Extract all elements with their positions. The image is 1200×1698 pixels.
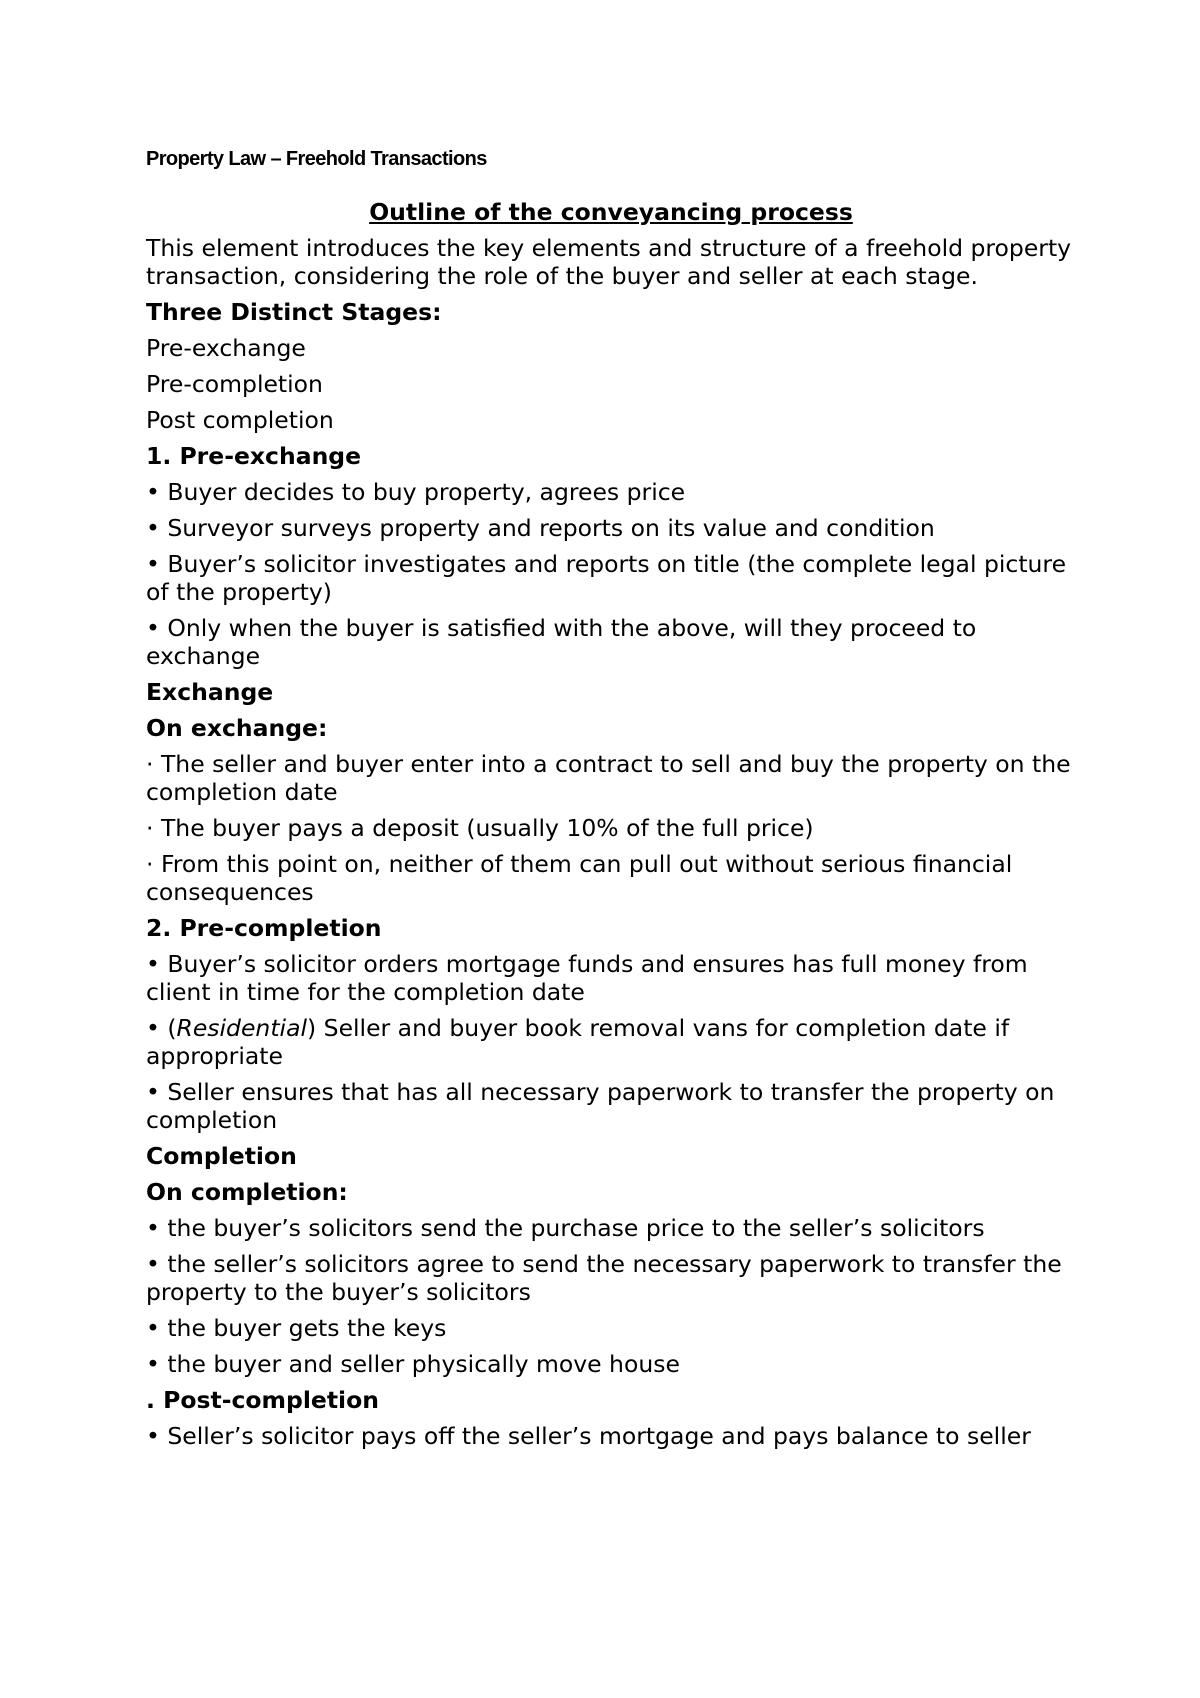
document-content [146, 146, 1076, 1458]
exchange-subheading: On exchange: [146, 714, 328, 742]
stage-item: Pre-completion [146, 370, 323, 398]
completion-subheading: On completion: [146, 1178, 348, 1206]
exchange-heading: Exchange [146, 678, 274, 706]
list-item: • Buyer decides to buy property, agrees price [146, 478, 686, 506]
list-item: • Surveyor surveys property and reports on its value and condition [146, 514, 935, 542]
list-item: • Buyer’s solicitor orders mortgage funds and ensures has full money from client in time for the completion date [146, 950, 1028, 1006]
list-item: • the seller’s solicitors agree to send the necessary paperwork to transfer the property to the buyer’s solicitors [146, 1250, 1062, 1306]
post-completion-heading: . Post-completion [146, 1386, 379, 1414]
list-item-prefix: • ( [146, 1014, 177, 1042]
list-item: • the buyer gets the keys [146, 1314, 447, 1342]
list-item: · From this point on, neither of them can pull out without serious financial consequences [146, 850, 1013, 906]
list-item: · The buyer pays a deposit (usually 10% of the full price) [146, 814, 814, 842]
intro-paragraph: This element introduces the key elements and structure of a freehold property transaction, considering the role of the buyer and seller at each stage. [146, 234, 1072, 290]
list-item: • the buyer and seller physically move house [146, 1350, 680, 1378]
list-item-suffix: ) Seller and buyer book removal vans for completion date if appropriate [146, 1014, 1010, 1070]
document-header: Property Law – Freehold Transactions [146, 148, 487, 170]
list-item: · The seller and buyer enter into a contract to sell and buy the property on the completion date [146, 750, 1071, 806]
pre-exchange-heading: 1. Pre-exchange [146, 442, 362, 470]
residential-emphasis: Residential [176, 1014, 308, 1042]
stages-heading: Three Distinct Stages: [146, 298, 442, 326]
completion-list [146, 1214, 1076, 1378]
list-item: • Seller ensures that has all necessary paperwork to transfer the property on completion [146, 1078, 1055, 1134]
pre-completion-list [146, 950, 1076, 1134]
pre-exchange-list [146, 478, 1076, 670]
list-item [146, 1014, 1076, 1070]
stage-item: Post completion [146, 406, 334, 434]
exchange-list [146, 750, 1076, 906]
completion-heading: Completion [146, 1142, 297, 1170]
pre-completion-heading: 2. Pre-completion [146, 914, 382, 942]
list-item: • Buyer’s solicitor investigates and reports on title (the complete legal picture of the property) [146, 550, 1067, 606]
stage-item: Pre-exchange [146, 334, 306, 362]
list-item: • Only when the buyer is satisfied with the above, will they proceed to exchange [146, 614, 977, 670]
list-item: • Seller’s solicitor pays off the seller’s mortgage and pays balance to seller [146, 1422, 1031, 1450]
list-item: • the buyer’s solicitors send the purchase price to the seller’s solicitors [146, 1214, 985, 1242]
post-completion-list [146, 1422, 1076, 1450]
document-title: Outline of the conveyancing process [369, 198, 853, 226]
